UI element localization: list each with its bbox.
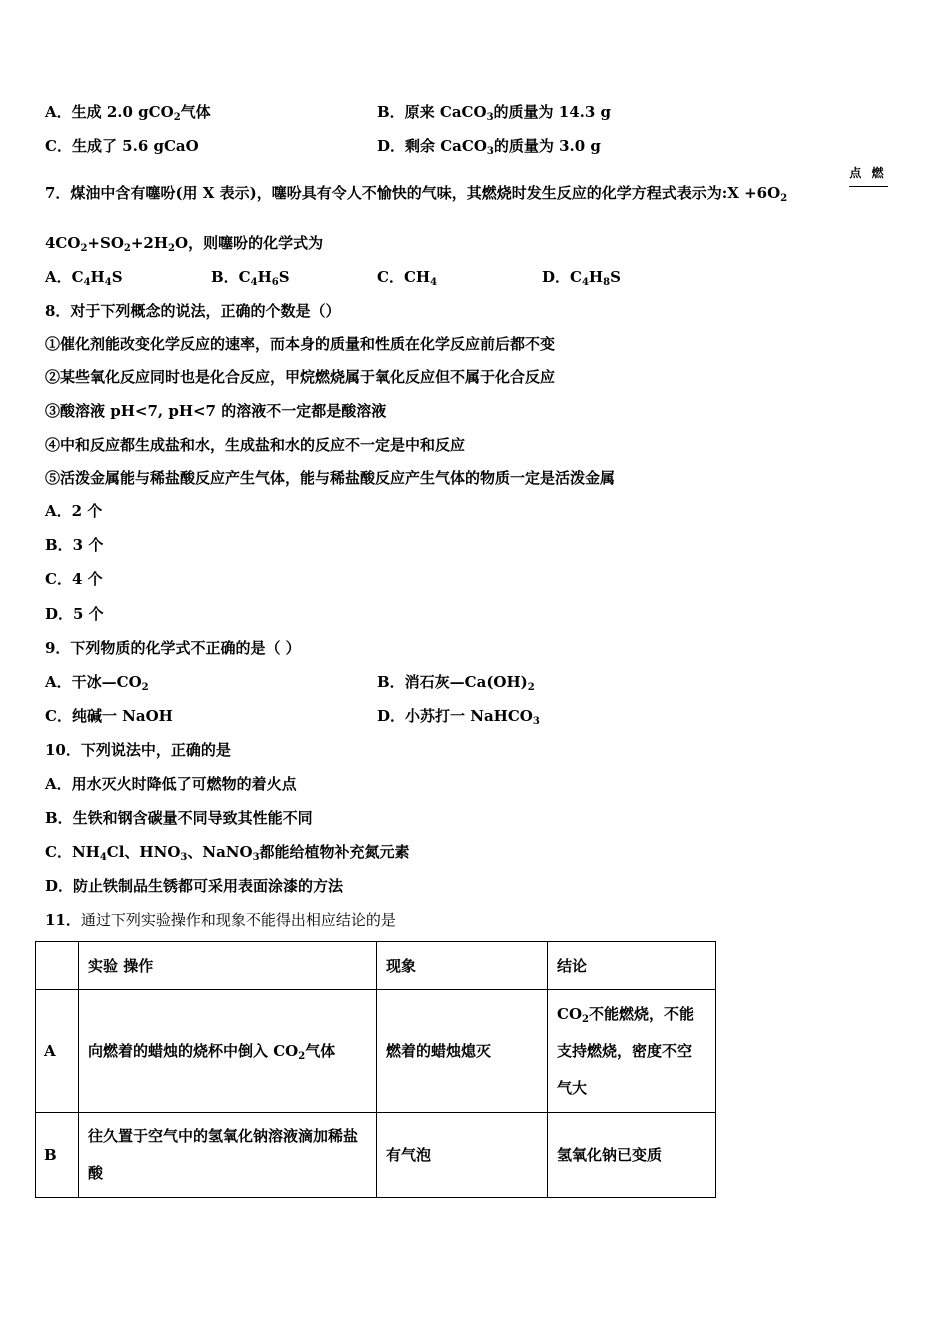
q7-option-d: D．$C_4H_8S$ [542,268,621,288]
header-conclusion: 结论 [548,942,716,990]
header-operation: 实验 操作 [79,942,377,990]
reaction-arrow-line [849,186,888,187]
reaction-condition: 点 燃 [849,166,887,180]
header-phenomenon: 现象 [377,942,548,990]
q11-stem-text: 通过下列实验操作和现象不能得出相应结论的是 [80,911,396,929]
q10-option-c: C．$NH_4Cl$、$HNO_3$、NaNO$_3$都能给植物补充氮元素 [45,843,410,863]
row-conclusion: $CO_2$不能燃烧，不能支持燃烧，密度不空气大 [548,990,716,1113]
q8-option-b: B．3 个 [45,536,104,554]
row-conclusion: 氢氧化钠已变质 [548,1113,716,1198]
q9-stem: 9．下列物质的化学式不正确的是（ ） [45,639,301,657]
q8-statement-1: ①催化剂能改变化学反应的速率，而本身的质量和性质在化学反应前后都不变 [45,335,556,353]
row-label: B [36,1113,79,1198]
q7-option-c: C．$CH_4$ [377,268,438,288]
q7-stem-continued: $4CO_2+SO_2+2H_2O$，则噻吩的化学式为 [45,234,324,254]
q9-option-c: C．纯碱一 NaOH [45,707,173,725]
row-operation: 往久置于空气中的氢氧化钠溶液滴加稀盐酸 [79,1113,377,1198]
q8-statement-3: ③酸溶液 pH<7, pH<7 的溶液不一定都是酸溶液 [45,402,387,420]
q6-option-d: D．剩余 CaCO$_3$的质量为 3.0 g [377,137,601,157]
q10-option-d: D．防止铁制品生锈都可采用表面涂漆的方法 [45,877,344,895]
row-phenomenon: 燃着的蜡烛熄灭 [377,990,548,1113]
row-label: A [36,990,79,1113]
q9-option-a: A．干冰$—CO_2$ [45,673,149,693]
row-operation: 向燃着的蜡烛的烧杯中倒入 $CO_2$气体 [79,990,377,1113]
table-header-row [36,942,716,990]
q8-stem: 8．对于下列概念的说法，正确的个数是（） [45,302,341,320]
q6-option-a: A．生成 2.0 gCO$_2$气体 [45,103,211,123]
q8-option-d: D．5 个 [45,605,104,623]
header-blank [36,942,79,990]
q7-option-a: A．$C_4H_4S$ [45,268,123,288]
q8-statement-5: ⑤活泼金属能与稀盐酸反应产生气体，能与稀盐酸反应产生气体的物质一定是活泼金属 [45,469,616,487]
q11-stem [45,910,396,930]
q6-option-c: C．生成了 5.6 gCaO [45,137,199,155]
q8-statement-4: ④中和反应都生成盐和水，生成盐和水的反应不一定是中和反应 [45,436,466,454]
q10-option-a: A．用水灭火时降低了可燃物的着火点 [45,775,297,793]
row-phenomenon: 有气泡 [377,1113,548,1198]
q8-statement-2: ②某些氧化反应同时也是化合反应，甲烷燃烧属于氧化反应但不属于化合反应 [45,368,556,386]
q9-option-b: B．消石灰$—Ca(OH)_2$ [377,673,535,693]
q9-option-d: D．小苏打一 NaHCO$_3$ [377,707,540,727]
table-row [36,990,716,1113]
q10-stem: 10．下列说法中，正确的是 [45,741,231,759]
q8-option-a: A．2 个 [45,502,103,520]
q11-number: 11． [45,911,81,929]
q7-option-b: B．$C_4H_6S$ [211,268,290,288]
q6-option-b: B．原来 CaCO$_3$的质量为 14.3 g [377,103,612,123]
table-row [36,1113,716,1198]
q7-stem: 7．煤油中含有噻吩(用 X 表示)，噻吩具有令人不愉快的气味，其燃烧时发生反应的化学方程式表示为:X $+6O_2$ [45,184,788,204]
q8-option-c: C．4 个 [45,570,103,588]
q10-option-b: B．生铁和钢含碳量不同导致其性能不同 [45,809,313,827]
q11-experiment-table [35,941,716,1198]
